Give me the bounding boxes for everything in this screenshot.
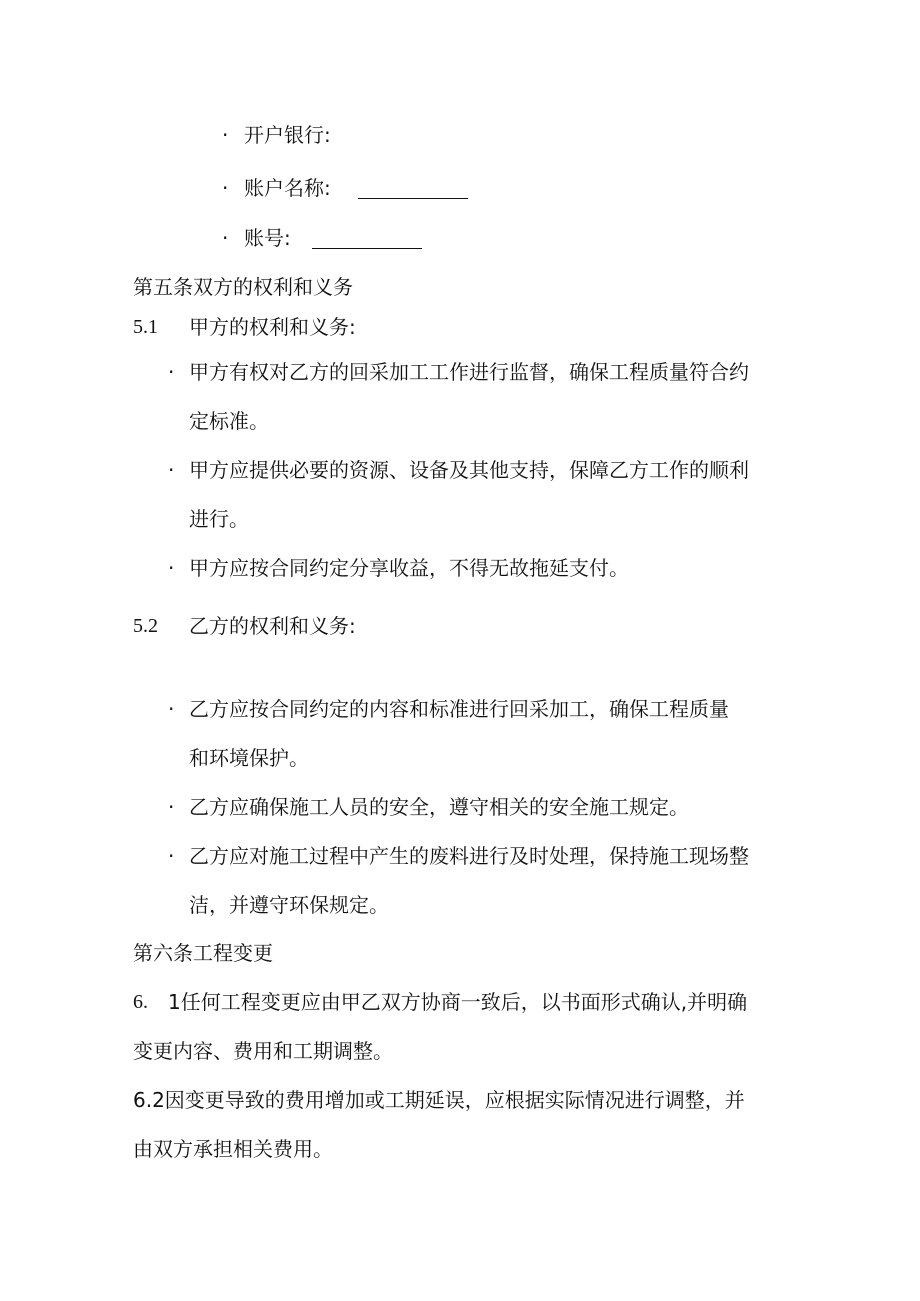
account-no-blank: [312, 228, 422, 249]
account-name-label: 账户名称:: [244, 176, 331, 200]
section-5-1-title: 甲方的权利和义务:: [189, 315, 356, 339]
list-item-line: 洁，并遵守环保规定。: [189, 893, 389, 917]
section-5-2-number: 5.2: [133, 615, 158, 637]
bullet: ·: [168, 844, 175, 868]
open-bank-label: 开户银行:: [244, 123, 331, 147]
article5-title: 第五条双方的权利和义务: [133, 275, 353, 299]
list-item-line: 乙方应按合同约定的内容和标准进行回采加工，确保工程质量: [189, 697, 729, 721]
account-name-blank: [358, 178, 468, 199]
bullet: ·: [168, 556, 175, 580]
bullet: ·: [168, 360, 175, 384]
bullet: ·: [168, 458, 175, 482]
paragraph-6-2-line: 由双方承担相关费用。: [133, 1137, 333, 1161]
list-item-line: 乙方应对施工过程中产生的废料进行及时处理，保持施工现场整: [189, 844, 749, 868]
article6-title: 第六条工程变更: [133, 941, 273, 965]
paragraph-6-1-number: 6.: [133, 991, 148, 1013]
section-5-1-number: 5.1: [133, 316, 158, 338]
list-item-line: 乙方应确保施工人员的安全，遵守相关的安全施工规定。: [189, 795, 689, 819]
list-item-line: 进行。: [189, 507, 249, 531]
account-no-label: 账号:: [244, 226, 291, 250]
paragraph-6-1-line: 1任何工程变更应由甲乙双方协商一致后，以书面形式确认,并明确: [168, 990, 748, 1014]
list-item-line: 甲方有权对乙方的回采加工工作进行监督，确保工程质量符合约: [189, 360, 749, 384]
list-item-line: 定标准。: [189, 409, 269, 433]
list-item-line: 甲方应提供必要的资源、设备及其他支持，保障乙方工作的顺利: [189, 458, 749, 482]
bullet: ·: [222, 176, 229, 200]
list-item-line: 甲方应按合同约定分享收益，不得无故拖延支付。: [189, 556, 629, 580]
list-item-line: 和环境保护。: [189, 746, 309, 770]
paragraph-6-2-line: 6.2因变更导致的费用增加或工期延误，应根据实际情况进行调整，并: [133, 1088, 745, 1112]
section-5-2-title: 乙方的权利和义务:: [189, 614, 356, 638]
paragraph-6-1-line: 变更内容、费用和工期调整。: [133, 1039, 393, 1063]
bullet: ·: [168, 697, 175, 721]
bullet: ·: [168, 795, 175, 819]
bullet: ·: [222, 226, 229, 250]
bullet: ·: [222, 123, 229, 147]
